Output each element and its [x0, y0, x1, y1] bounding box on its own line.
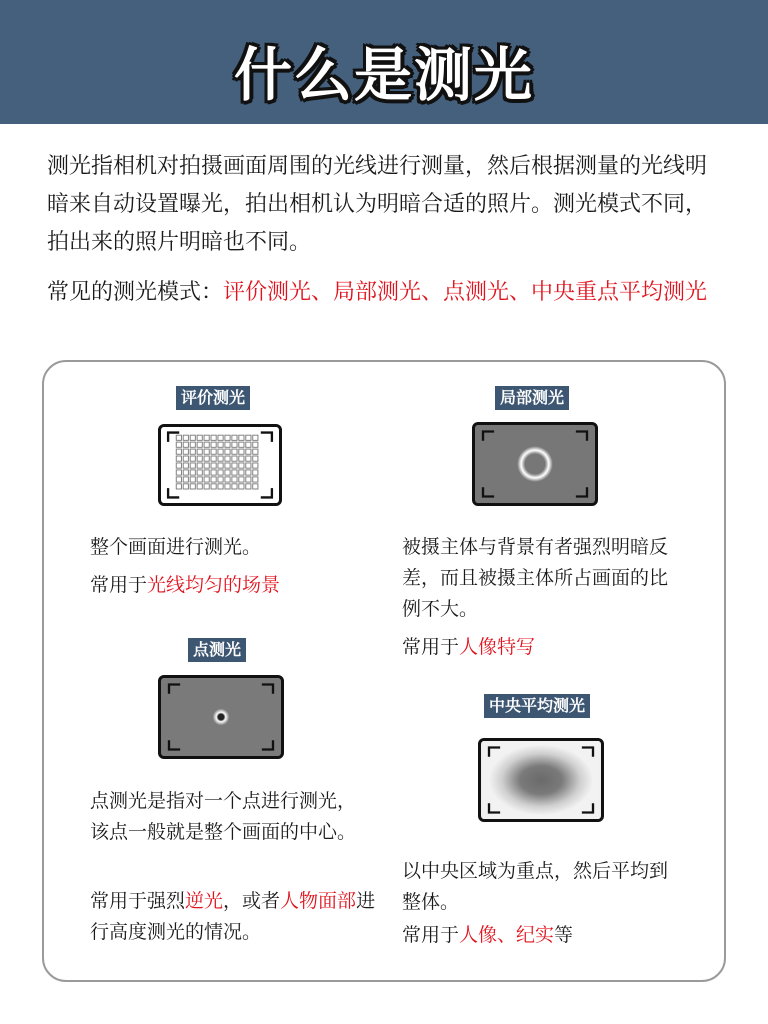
center-usage-highlight: 人像、纪实 [459, 924, 555, 946]
partial-ring-graphic [475, 425, 595, 503]
spot-tag: 点测光 [188, 638, 246, 662]
spot-desc: 点测光是指对一个点进行测光，该点一般就是整个画面的中心。 [90, 790, 357, 843]
partial-usage-prefix: 常用于 [402, 636, 460, 658]
spot-usage-highlight-face: 人物面部 [280, 890, 357, 912]
evaluative-desc: 整个画面进行测光。 [90, 536, 262, 558]
spot-usage-middle: ，或者 [223, 890, 281, 912]
spot-usage-highlight-backlight: 逆光 [185, 890, 224, 912]
partial-usage-highlight: 人像特写 [459, 636, 536, 658]
spot-dot-graphic [161, 678, 281, 756]
evaluative-usage-highlight: 光线均匀的场景 [147, 574, 281, 596]
metering-modes-panel [42, 360, 726, 982]
partial-metering-icon [472, 422, 598, 506]
partial-usage [402, 632, 682, 663]
center-tag: 中央平均测光 [484, 694, 590, 718]
evaluative-tag: 评价测光 [176, 386, 250, 410]
center-usage [402, 920, 682, 951]
spot-usage-prefix: 常用于强烈 [90, 890, 186, 912]
center-usage-prefix: 常用于 [402, 924, 460, 946]
modes-list: 评价测光、局部测光、点测光、中央重点平均测光 [223, 280, 708, 305]
center-desc: 以中央区域为重点，然后平均到整体。 [402, 860, 669, 913]
center-usage-suffix: 等 [554, 924, 574, 946]
center-weighted-metering-icon [478, 738, 604, 822]
spot-usage [90, 886, 380, 948]
spot-usage-suffix: 进行高度测光的情况。 [90, 890, 376, 943]
spot-metering-icon [158, 675, 284, 759]
intro-paragraph: 测光指相机对拍摄画面周围的光线进行测量，然后根据测量的光线明暗来自动设置曝光，拍出相机认为明暗合适的照片。测光模式不同，拍出来的照片明暗也不同。 [47, 154, 708, 255]
header-banner [0, 0, 768, 124]
modes-prefix: 常见的测光模式： [47, 280, 224, 305]
partial-desc: 被摄主体与背景有者强烈明暗反差，而且被摄主体所占画面的比例不大。 [402, 536, 669, 620]
center-ellipse-graphic [481, 741, 601, 819]
evaluative-grid-graphic [161, 427, 279, 503]
evaluative-usage-prefix: 常用于 [90, 574, 148, 596]
evaluative-usage [90, 570, 380, 601]
evaluative-metering-icon [158, 424, 282, 506]
partial-tag: 局部测光 [495, 386, 569, 410]
page-title: 什么是测光 [233, 41, 534, 109]
metering-modes-line [47, 274, 727, 312]
